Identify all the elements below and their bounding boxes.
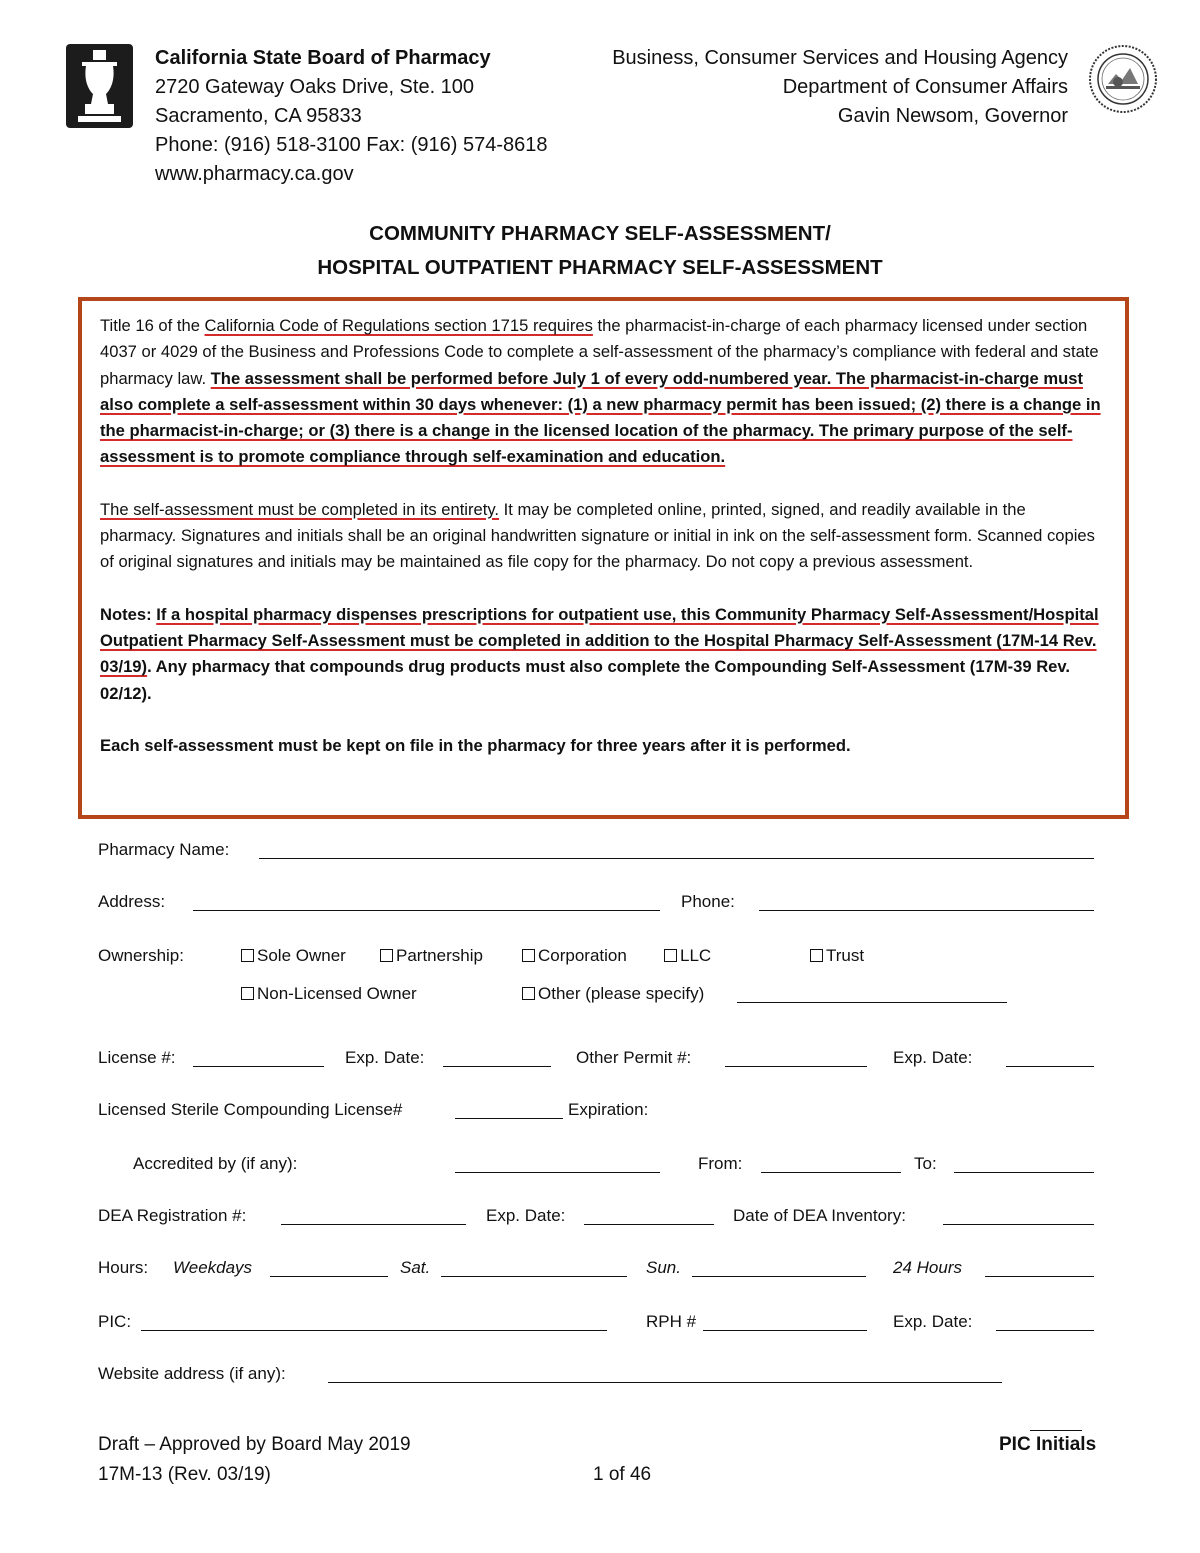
instructions-notes — [100, 602, 1105, 707]
weekdays-label: Weekdays — [173, 1258, 253, 1277]
checkbox-icon[interactable] — [664, 949, 677, 962]
pic-label: PIC: — [98, 1312, 132, 1331]
footer-page-number: 1 of 46 — [593, 1464, 652, 1485]
permit-exp-label: Exp. Date: — [893, 1048, 973, 1067]
dea-exp-field[interactable] — [584, 1224, 714, 1225]
other-permit-field[interactable] — [725, 1066, 867, 1067]
license-exp-field[interactable] — [443, 1066, 551, 1067]
pic-exp-label: Exp. Date: — [893, 1312, 973, 1331]
agency-name: Business, Consumer Services and Housing Agency — [612, 47, 1068, 69]
llc-label: LLC — [680, 946, 712, 965]
notes-compounding: . Any pharmacy that compounds drug products must also complete the Compounding Self-Assessment (17M-39 Rev. 02/12). — [100, 657, 1071, 703]
checkbox-icon[interactable] — [810, 949, 823, 962]
p1-text-c: the pharmacist-in-charge of each pharmacy licensed under section 4037 or 4029 of the Business and Professions Code to complete a self-assessment of the pharmacy’s compliance with federal and state pharmacy law. — [100, 316, 1099, 388]
saturday-label: Sat. — [400, 1258, 431, 1277]
from-field[interactable] — [761, 1172, 901, 1173]
department-name: Department of Consumer Affairs — [782, 76, 1068, 98]
notes-hospital-requirement: If a hospital pharmacy dispenses prescriptions for outpatient use, this Community Pharmacy Self-Assessment/Hospital Outpatient Pharmacy Self-Assessment must be completed in addition to the Hospital Pharmacy Self-Assessment (17M-14 Rev. 03/19) — [100, 604, 1099, 677]
saturday-hours-field[interactable] — [441, 1276, 627, 1277]
partnership-label: Partnership — [396, 946, 483, 965]
license-exp-label: Exp. Date: — [345, 1048, 425, 1067]
ownership-corporation[interactable] — [522, 946, 627, 966]
non-licensed-label: Non-Licensed Owner — [257, 984, 417, 1003]
accredited-by-field[interactable] — [455, 1172, 660, 1173]
footer-form-number: 17M-13 (Rev. 03/19) — [98, 1464, 271, 1485]
pic-initials-field[interactable] — [1030, 1430, 1082, 1431]
governor-name: Gavin Newsom, Governor — [837, 105, 1068, 127]
sunday-hours-field[interactable] — [692, 1276, 866, 1277]
footer-pic-initials: PIC Initials — [999, 1434, 1097, 1455]
address-field[interactable] — [193, 910, 660, 911]
sterile-license-label: Licensed Sterile Compounding License# — [98, 1100, 403, 1119]
instructions-paragraph-2 — [100, 497, 1105, 576]
license-number-label: License #: — [98, 1048, 176, 1067]
phone-label: Phone: — [681, 892, 735, 911]
agency-block — [612, 44, 1068, 131]
retention-note: Each self-assessment must be kept on file in the pharmacy for three years after it is performed. — [100, 735, 851, 755]
ownership-label: Ownership: — [98, 946, 184, 965]
license-number-field[interactable] — [193, 1066, 324, 1067]
other-permit-label: Other Permit #: — [576, 1048, 692, 1067]
hours-label: Hours: — [98, 1258, 149, 1277]
hours-24-field[interactable] — [985, 1276, 1094, 1277]
checkbox-icon[interactable] — [241, 949, 254, 962]
address-label: Address: — [98, 892, 166, 911]
rph-label: RPH # — [646, 1312, 697, 1331]
checkbox-icon[interactable] — [522, 987, 535, 1000]
checkbox-icon[interactable] — [241, 987, 254, 1000]
to-field[interactable] — [954, 1172, 1094, 1173]
other-label: Other (please specify) — [538, 984, 705, 1003]
p1-text-a: Title 16 of the — [100, 316, 205, 335]
footer-draft: Draft – Approved by Board May 2019 — [98, 1434, 411, 1455]
page-title-line1: COMMUNITY PHARMACY SELF-ASSESSMENT/ — [369, 222, 831, 245]
p2-text-b: It may be completed online, printed, signed, and readily available in the pharmacy. Signatures and initials shall be an original handwritten signature or initial in ink on the self-assessment form. Scanned copies of original signatures and initials may be maintained as file copy for the pharmacy. Do not copy a previous assessment. — [100, 499, 1095, 572]
pharmacy-name-field[interactable] — [259, 858, 1094, 859]
dea-exp-label: Exp. Date: — [486, 1206, 566, 1225]
pic-field[interactable] — [141, 1330, 607, 1331]
page-title-line2: HOSPITAL OUTPATIENT PHARMACY SELF-ASSESSMENT — [317, 256, 883, 279]
weekdays-hours-field[interactable] — [270, 1276, 388, 1277]
ownership-sole-owner[interactable] — [241, 946, 346, 966]
instructions-box — [78, 297, 1129, 819]
sterile-license-field[interactable] — [455, 1118, 563, 1119]
state-seal-icon — [1088, 44, 1158, 114]
from-label: From: — [698, 1154, 743, 1173]
website-field[interactable] — [328, 1382, 1002, 1383]
sunday-label: Sun. — [646, 1258, 681, 1277]
board-name: California State Board of Pharmacy — [155, 47, 491, 69]
ownership-other-field[interactable] — [737, 1002, 1007, 1003]
board-address-line2: Sacramento, CA 95833 — [155, 105, 362, 127]
assessment-requirement: The assessment shall be performed before July 1 of every odd-numbered year. The pharmacist-in-charge must also complete a self-assessment within 30 days whenever: (1) a new pharmacy permit has been issued; (2) there is a change in the pharmacist-in-charge; or (3) there is a change in the licensed location of the pharmacy. The primary purpose of the self-assessment is to promote compliance through self-examination and education. — [100, 368, 1101, 467]
ownership-non-licensed[interactable] — [241, 984, 417, 1004]
instructions-paragraph-1 — [100, 313, 1105, 471]
ownership-other[interactable] — [522, 984, 704, 1004]
corporation-label: Corporation — [538, 946, 627, 965]
mortar-pestle-icon — [66, 44, 133, 128]
accredited-by-label: Accredited by (if any): — [133, 1154, 298, 1173]
hours-24-label: 24 Hours — [893, 1258, 962, 1277]
board-address-line1: 2720 Gateway Oaks Drive, Ste. 100 — [155, 76, 475, 98]
board-website: www.pharmacy.ca.gov — [155, 163, 354, 185]
dea-registration-label: DEA Registration #: — [98, 1206, 247, 1225]
pic-exp-field[interactable] — [996, 1330, 1094, 1331]
phone-field[interactable] — [759, 910, 1094, 911]
dea-inventory-label: Date of DEA Inventory: — [733, 1206, 906, 1225]
notes-label: Notes: — [100, 604, 157, 624]
completion-requirement: The self-assessment must be completed in its entirety. — [100, 499, 500, 519]
checkbox-icon[interactable] — [380, 949, 393, 962]
regulation-reference: California Code of Regulations section 1715 requires — [204, 316, 593, 335]
checkbox-icon[interactable] — [522, 949, 535, 962]
rph-field[interactable] — [703, 1330, 867, 1331]
sole-owner-label: Sole Owner — [257, 946, 346, 965]
dea-registration-field[interactable] — [281, 1224, 466, 1225]
board-contact-block — [155, 44, 548, 189]
ownership-llc[interactable] — [664, 946, 711, 966]
trust-label: Trust — [826, 946, 865, 965]
dea-inventory-field[interactable] — [943, 1224, 1094, 1225]
website-label: Website address (if any): — [98, 1364, 286, 1383]
to-label: To: — [914, 1154, 937, 1173]
ownership-trust[interactable] — [810, 946, 864, 966]
pharmacy-name-label: Pharmacy Name: — [98, 840, 230, 859]
permit-exp-field[interactable] — [1006, 1066, 1094, 1067]
board-phone-fax: Phone: (916) 518-3100 Fax: (916) 574-8618 — [155, 134, 548, 156]
expiration-label: Expiration: — [568, 1100, 649, 1119]
ownership-partnership[interactable] — [380, 946, 483, 966]
